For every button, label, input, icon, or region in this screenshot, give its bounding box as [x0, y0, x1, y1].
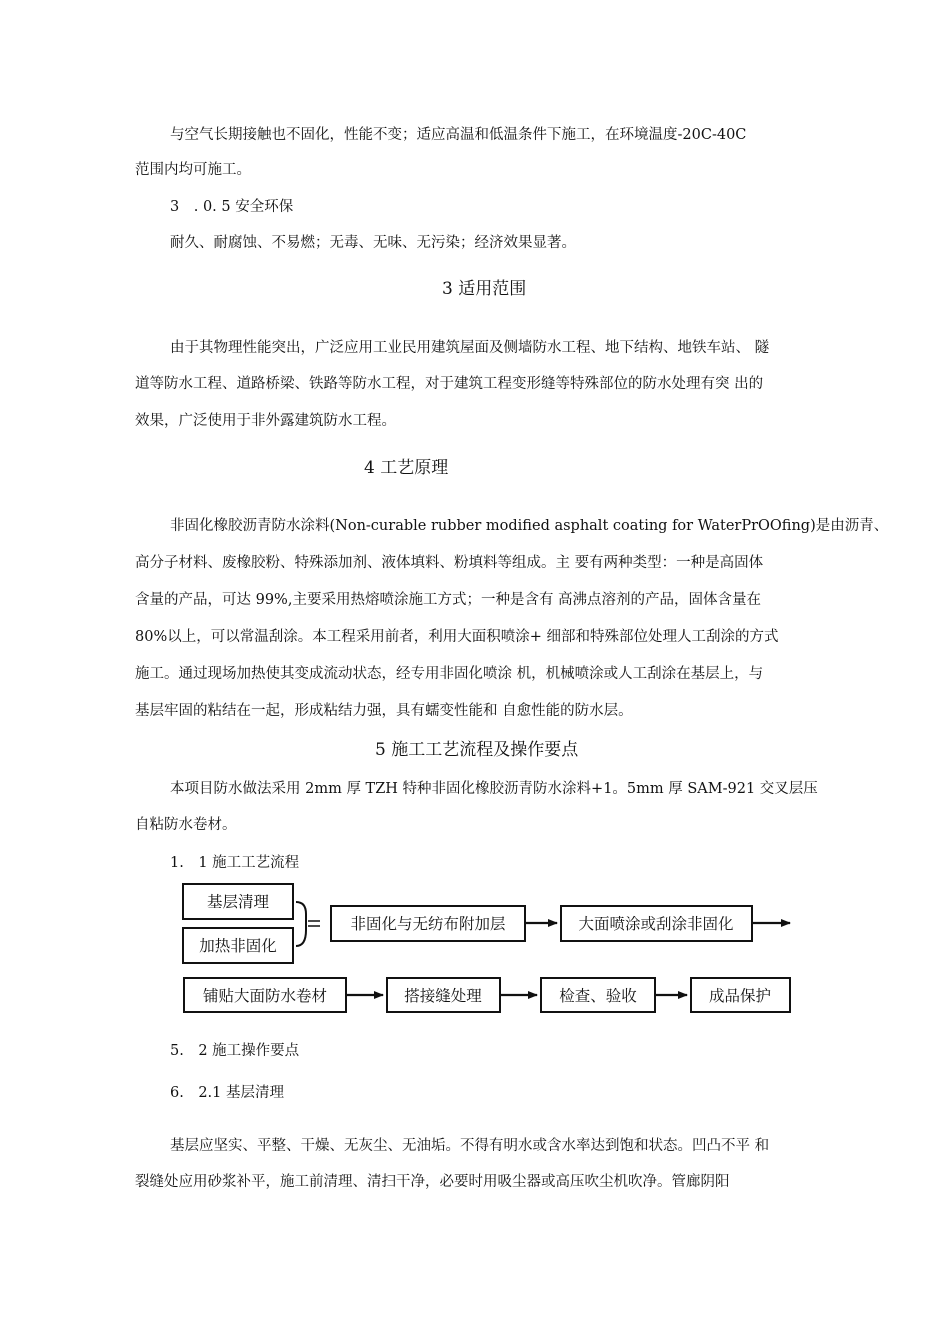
section-3-paragraph-line-2: 道等防水工程、道路桥梁、铁路等防水工程，对于建筑工程变形缝等特殊部位的防水处理有突 出的: [135, 376, 764, 392]
flow-brace: [296, 902, 306, 946]
heading-section-5: 5 施工工艺流程及操作要点: [375, 740, 579, 760]
flow-box-lay-membrane: [184, 978, 346, 1012]
flow-box-lap-seam: [387, 978, 500, 1012]
flow-box-product-protection: [691, 978, 790, 1012]
section-number-3-0-5: 3 . 0. 5 安全环保: [170, 199, 294, 215]
subheading-process-flow: 1. 1 施工工艺流程: [170, 855, 300, 871]
section-6-paragraph-line-1: 基层应坚实、平整、干燥、无灰尘、无油垢。不得有明水或含水率达到饱和状态。凹凸不平 和: [170, 1138, 770, 1154]
text-line-2: 范围内均可施工。: [135, 162, 251, 178]
flow-label-additional-layer: 非固化与无纺布附加层: [350, 915, 506, 933]
section-4-paragraph-line-6: 基层牢固的粘结在一起，形成粘结力强，具有蠕变性能和 自愈性能的防水层。: [135, 703, 633, 719]
flow-label-base-cleaning: 基层清理: [206, 893, 270, 911]
section-3-paragraph-line-1: 由于其物理性能突出，广泛应用工业民用建筑屋面及侧墙防水工程、地下结构、地铁车站、 隧: [170, 340, 770, 356]
flow-label-lay-membrane: 铺贴大面防水卷材: [202, 987, 328, 1005]
flow-box-base-cleaning: [183, 884, 293, 919]
flow-box-inspection: [541, 978, 655, 1012]
flow-box-spray-coating: [561, 906, 752, 941]
section-4-paragraph-line-2: 高分子材料、废橡胶粉、特殊添加剂、液体填料、粉填料等组成。主 要有两种类型：一种是高固体: [135, 555, 764, 571]
section-5-paragraph-line-1: 本项目防水做法采用 2mm 厚 TZH 特种非固化橡胶沥青防水涂料+1。5mm 厚 SAM-921 交叉层压: [170, 781, 818, 797]
text-line-4: 耐久、耐腐蚀、不易燃；无毒、无味、无污染；经济效果显著。: [170, 235, 576, 251]
section-6-paragraph-line-2: 裂缝处应用砂浆补平，施工前清理、清扫干净，必要时用吸尘器或高压吹尘机吹净。管廊阴阳: [135, 1174, 730, 1190]
text-line-1: 与空气长期接触也不固化，性能不变；适应高温和低温条件下施工，在环境温度-20C-40C: [170, 127, 747, 143]
section-4-paragraph-line-3: 含量的产品，可达 99%,主要采用热熔喷涂施工方式；一种是含有 高沸点溶剂的产品，固体含量在: [135, 592, 762, 608]
section-4-paragraph-line-1: 非固化橡胶沥青防水涂料(Non-curable rubber modified asphalt coating for WaterPrOOfing)是由沥青、: [170, 518, 889, 534]
flow-label-inspection: 检查、验收: [559, 987, 637, 1005]
subheading-operation-points: 5. 2 施工操作要点: [170, 1043, 300, 1059]
section-5-paragraph-line-2: 自粘防水卷材。: [135, 817, 237, 833]
flow-box-additional-layer: [331, 906, 525, 941]
section-4-paragraph-line-4: 80%以上，可以常温刮涂。本工程采用前者，利用大面积喷涂+ 细部和特殊部位处理人工刮涂的方式: [135, 629, 779, 645]
subheading-base-cleaning: 6. 2.1 基层清理: [170, 1085, 285, 1101]
flow-box-heat-non-curing: [183, 928, 293, 963]
flow-label-heat-non-curing: 加热非固化: [199, 937, 277, 955]
flow-label-lap-seam: 搭接缝处理: [404, 987, 482, 1005]
section-3-paragraph-line-3: 效果，广泛使用于非外露建筑防水工程。: [135, 413, 396, 429]
flow-label-product-protection: 成品保护: [708, 987, 772, 1005]
flow-label-spray-coating: 大面喷涂或刮涂非固化: [578, 915, 734, 933]
heading-section-4: 4 工艺原理: [364, 458, 449, 478]
heading-section-3: 3 适用范围: [442, 279, 527, 299]
section-4-paragraph-line-5: 施工。通过现场加热使其变成流动状态，经专用非固化喷涂 机，机械喷涂或人工刮涂在基层上，与: [135, 666, 764, 682]
